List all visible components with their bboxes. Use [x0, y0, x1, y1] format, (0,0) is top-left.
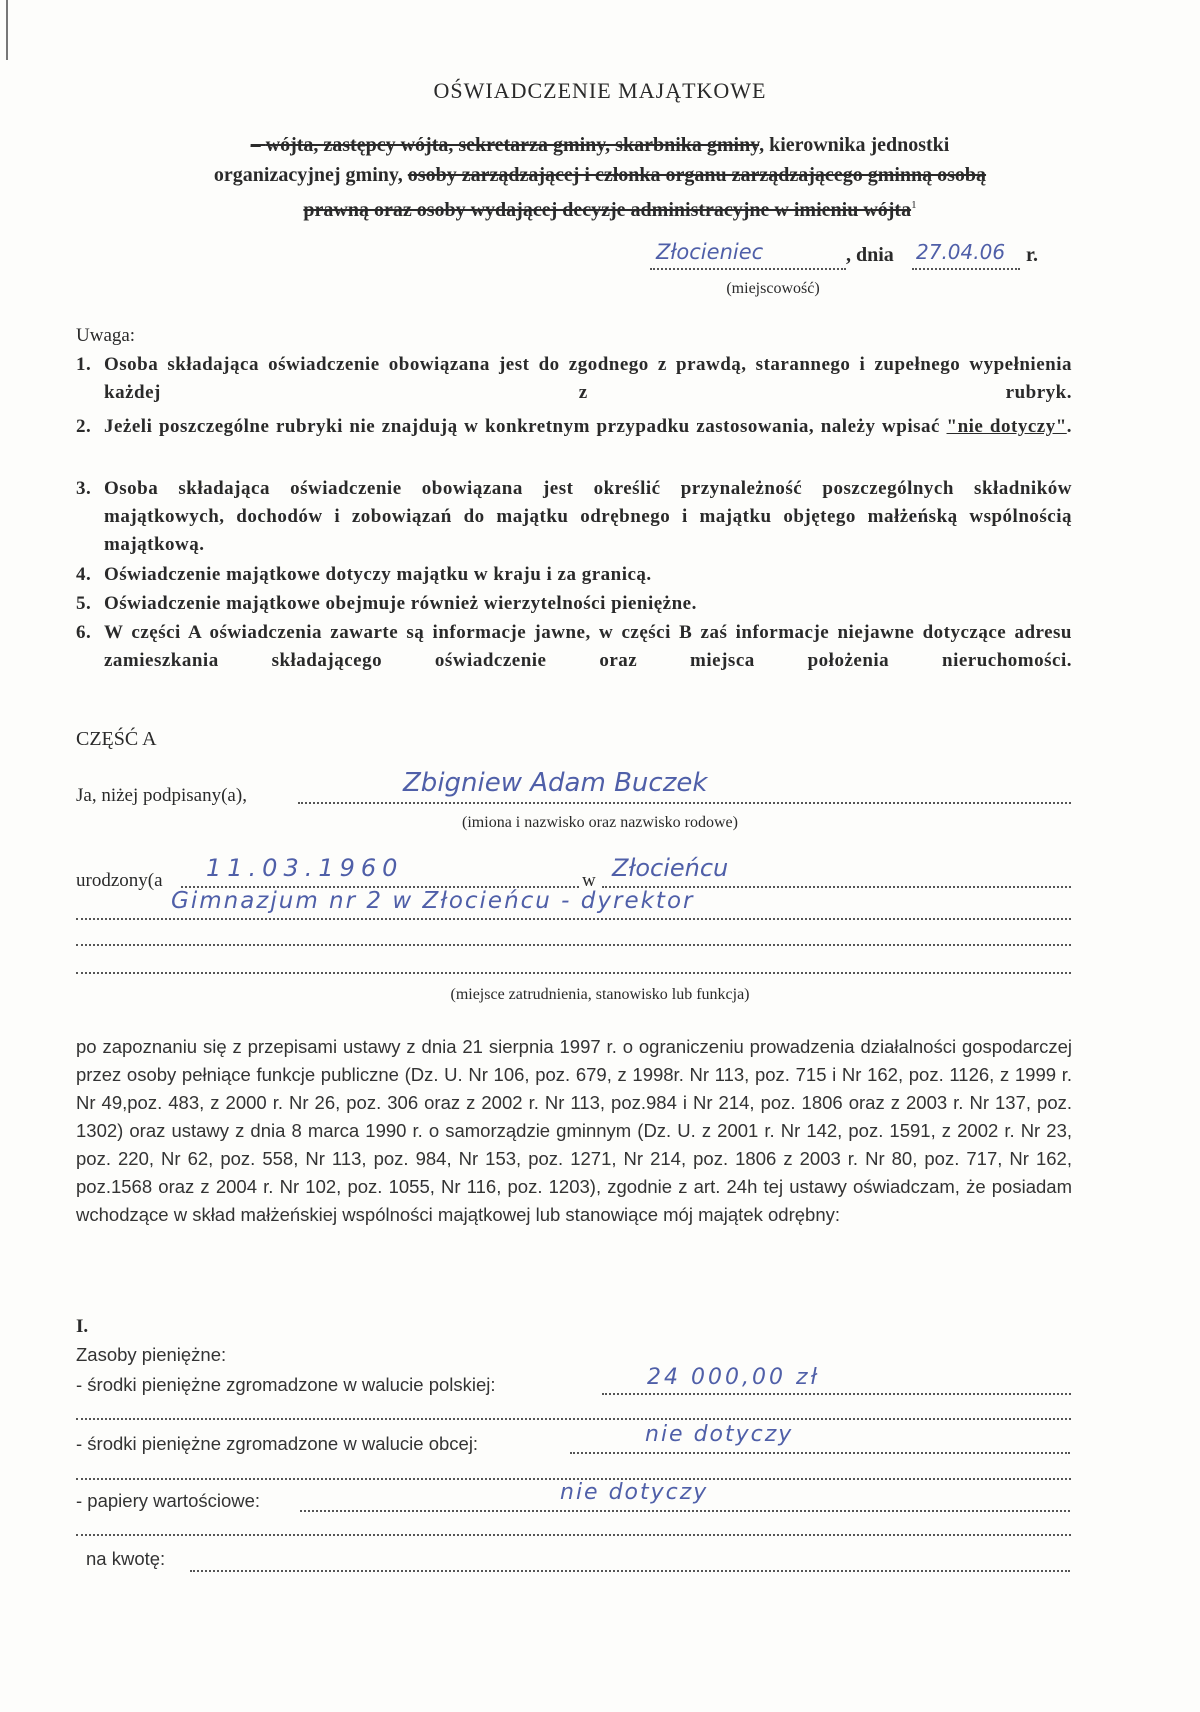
- struck-officials: wójta, zastępcy wójta, sekretarza gminy, skarbnika gminy: [265, 134, 760, 156]
- struck-management: osoby zarządzającej i członka organu zarządzającego gminną osobą: [407, 164, 987, 186]
- securities-line-2[interactable]: [76, 1514, 1071, 1536]
- uwaga-item-3: 3. Osoba składająca oświadczenie obowiązana jest określić przynależność poszczególnych składników majątkowych, dochodów i zobowiązań do majątku odrębnego i majątku objętego małżeńską wspólnością majątkową.: [76, 478, 1072, 555]
- uwaga-item-2: 2. Jeżeli poszczególne rubryki nie znajdują w konkretnym przypadku zastosowania, należy wpisać "nie dotyczy".: [76, 416, 1072, 437]
- statute-paragraph: po zapoznaniu się z przepisami ustawy z dnia 21 sierpnia 1997 r. o ograniczeniu prowadzenia działalności gospodarczej przez osoby pełniące funkcje publiczne (Dz. U. Nr 106, poz. 679, z 1998r. Nr 113, poz. 715 i Nr 162, poz. 1126, z 1999 r. Nr 49,poz. 483, z 2000 r. Nr 26, poz. 306 oraz z 2002 r. Nr 113, poz.984 i Nr 214, poz. 1806 oraz z 2003 r. Nr 137, poz. 1302) oraz ustawy z dnia 8 marca 1990 r. o samorządzie gminnym (Dz. U. z 2001 r. Nr 142, poz. 1591, z 2002 r. Nr 23, poz. 220, Nr 62, poz. 558, Nr 113, poz. 984, Nr 153, poz. 1271, Nr 214, poz. 1806 z 2003 r. Nr 80, poz. 717, Nr 162, poz.1568 oraz z 2004 r. Nr 102, poz. 1055, Nr 116, poz. 1203), zgodnie z art. 24h tej ustawy oświadczam, że posiadam wchodzące w skład małżeńskiej wspólności majątkowej lub stanowiące mój majątek odrębny:: [76, 1036, 1072, 1225]
- header-line-1: – wójta, zastępcy wójta, sekretarza gminy, skarbnika gminy, kierownika jednostki: [250, 134, 950, 156]
- struck-decisions: prawną oraz osoby wydającej decyzje administracyjne w imieniu wójta: [303, 198, 912, 221]
- part-a-heading: CZĘŚĆ A: [76, 728, 157, 750]
- section-1-heading: I.: [76, 1316, 89, 1337]
- born-in-label: w: [582, 870, 596, 891]
- signed-caption: (imiona i nazwisko oraz nazwisko rodowe): [462, 814, 738, 831]
- employment-caption: (miejsce zatrudnienia, stanowisko lub funkcja): [450, 986, 750, 1003]
- securities-label: - papiery wartościowe:: [76, 1490, 261, 1511]
- uwaga-heading: Uwaga:: [76, 325, 136, 346]
- signed-label: Ja, niżej podpisany(a),: [76, 785, 247, 806]
- scan-edge-mark: [6, 0, 8, 60]
- uwaga-item-6: 6. W części A oświadczenia zawarte są informacje jawne, w części B zaś informacje niejawne dotyczące adresu zamieszkania składającego oświadczenie oraz miejsca położenia nieruchomości.: [76, 622, 1072, 671]
- place-caption: (miejscowość): [726, 280, 820, 297]
- section-1-subheading: Zasoby pieniężne:: [76, 1344, 227, 1365]
- born-date-field[interactable]: 11.03.1960: [181, 854, 579, 888]
- uwaga-item-4: 4. Oświadczenie majątkowe dotyczy majątku w kraju i za granicą.: [76, 564, 652, 585]
- foreign-value-field[interactable]: nie dotyczy: [570, 1422, 1070, 1454]
- pln-value-field[interactable]: 24 000,00 zł: [602, 1365, 1071, 1395]
- amount-label: na kwotę:: [86, 1548, 166, 1569]
- amount-field[interactable]: [190, 1546, 1070, 1572]
- header-line-3: [0, 190, 1200, 225]
- uwaga-item-5: 5. Oświadczenie majątkowe obejmuje również wierzytelności pieniężne.: [76, 593, 697, 614]
- r-label: r.: [1026, 244, 1039, 266]
- date-field[interactable]: 27.04.06: [912, 240, 1020, 270]
- place-date-row: [650, 240, 1070, 274]
- signed-name-field[interactable]: Zbigniew Adam Buczek: [298, 768, 1071, 804]
- footnote-mark: 1: [911, 199, 917, 211]
- pln-line-2[interactable]: [76, 1398, 1071, 1420]
- employment-line-3[interactable]: [76, 950, 1071, 974]
- uwaga-item-1: 1. Osoba składająca oświadczenie obowiązana jest do zgodnego z prawdą, starannego i zupełnego wypełnienia każdej z rubryk.: [76, 354, 1072, 403]
- header-line-2-plain: organizacyjnej gminy,: [213, 164, 408, 186]
- pln-label: - środki pieniężne zgromadzone w walucie polskiej:: [76, 1374, 496, 1395]
- header-line-2: [0, 160, 1200, 190]
- document-title: OŚWIADCZENIE MAJĄTKOWE: [433, 78, 767, 103]
- employment-field[interactable]: Gimnazjum nr 2 w Złocieńcu - dyrektor: [76, 888, 1071, 920]
- employment-line-2[interactable]: [76, 922, 1071, 946]
- securities-value-field[interactable]: nie dotyczy: [300, 1480, 1070, 1512]
- header-line-1-rest: , kierownika jednostki: [759, 134, 950, 156]
- nie-dotyczy-underlined: "nie dotyczy": [946, 416, 1067, 437]
- dnia-label: , dnia: [846, 244, 894, 266]
- foreign-label: - środki pieniężne zgromadzone w walucie obcej:: [76, 1433, 479, 1454]
- born-label: urodzony(a: [76, 870, 163, 891]
- foreign-line-2[interactable]: [76, 1458, 1071, 1480]
- place-field[interactable]: Złocieniec: [650, 240, 846, 270]
- born-place-field[interactable]: Złocieńcu: [602, 854, 1071, 888]
